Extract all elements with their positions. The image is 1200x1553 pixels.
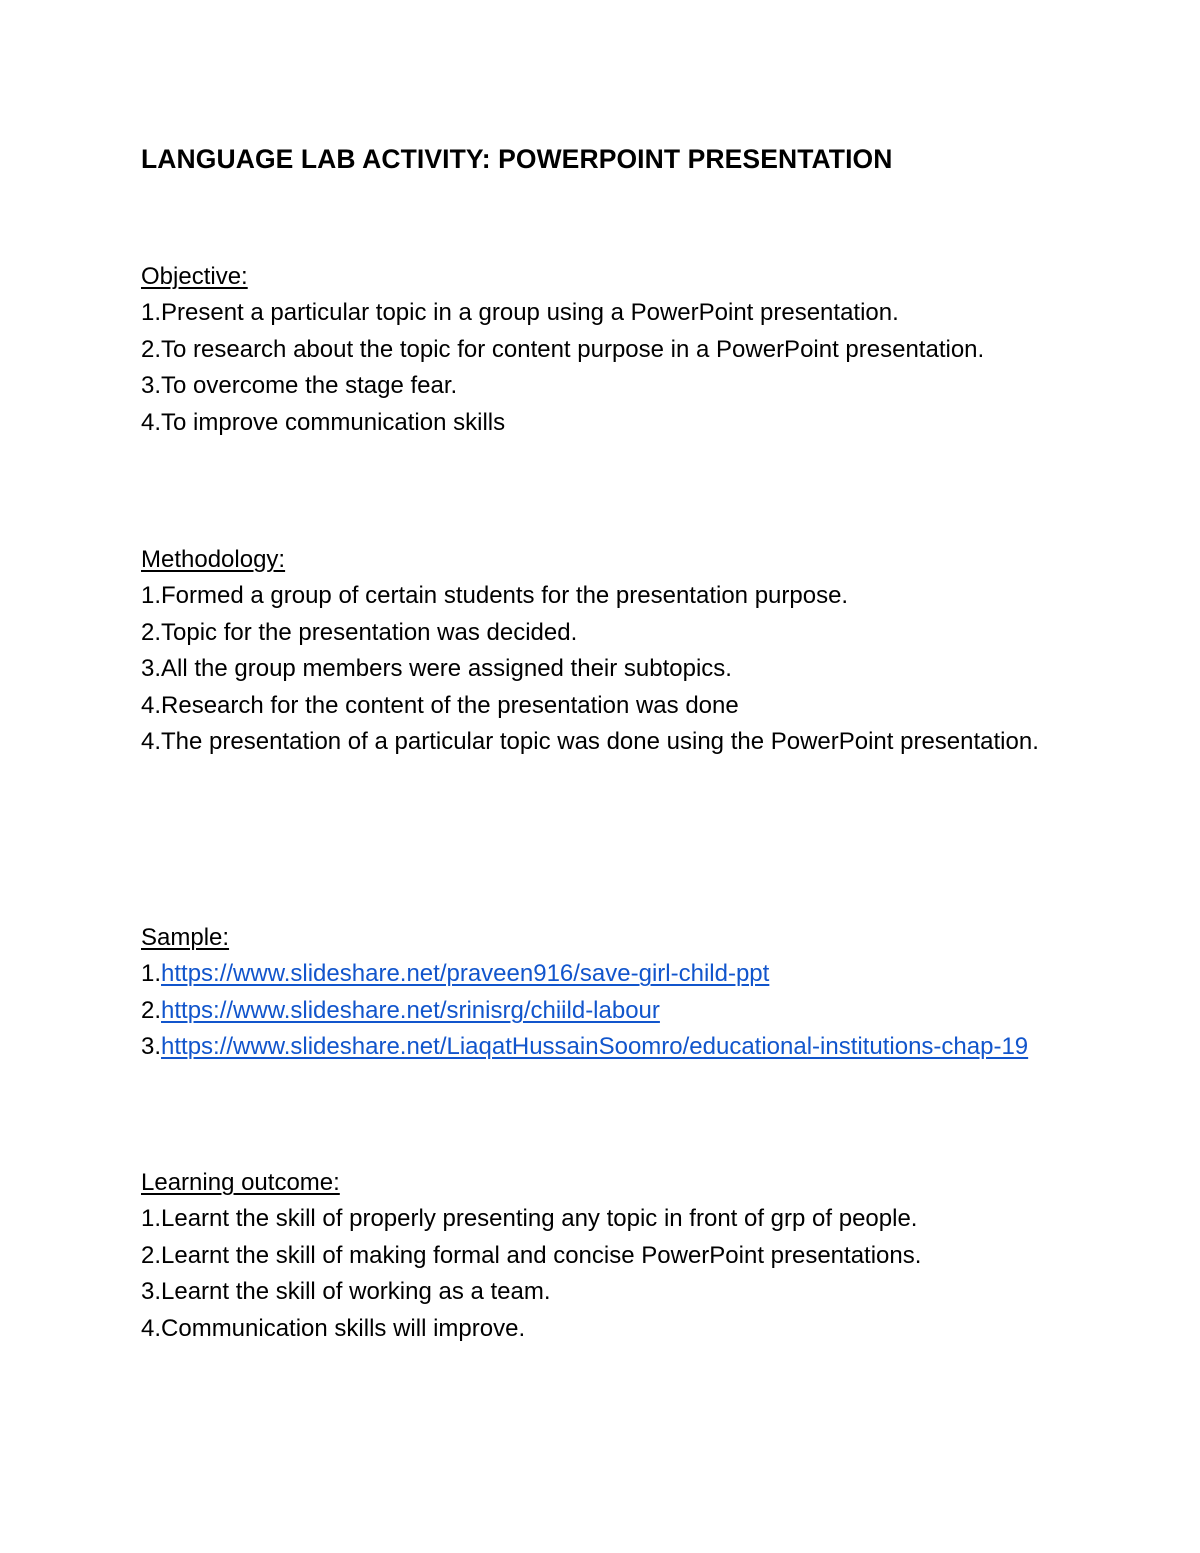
methodology-list <box>141 578 1081 760</box>
list-item: 1.Formed a group of certain students for the presentation purpose. <box>141 582 849 610</box>
sample-heading: Sample: <box>141 924 230 951</box>
learning-outcome-section <box>141 1165 1081 1347</box>
sample-item <box>141 1029 1081 1065</box>
sample-list <box>141 956 1081 1065</box>
sample-number: 1. <box>141 960 162 988</box>
learning-outcome-list <box>141 1201 1081 1347</box>
list-item: 3.All the group members were assigned their subtopics. <box>141 655 732 683</box>
document-title: LANGUAGE LAB ACTIVITY: POWERPOINT PRESENTATION <box>141 144 893 174</box>
list-item: 4.Research for the content of the presentation was done <box>141 691 739 719</box>
objective-list <box>141 295 1081 441</box>
sample-item <box>141 956 1081 992</box>
list-item: 3.To overcome the stage fear. <box>141 372 458 400</box>
sample-number: 3. <box>141 1033 162 1061</box>
list-item: 2.Topic for the presentation was decided. <box>141 618 578 646</box>
list-item: 4.To improve communication skills <box>141 408 506 436</box>
sample-number: 2. <box>141 996 162 1024</box>
learning-outcome-heading: Learning outcome: <box>141 1169 340 1196</box>
sample-link-3[interactable]: https://www.slideshare.net/LiaqatHussainSoomro/educational-institutions-chap-19 <box>161 1033 1029 1061</box>
sample-item <box>141 993 1081 1029</box>
objective-section <box>141 259 1081 441</box>
list-item: 4.The presentation of a particular topic was done using the PowerPoint presentation. <box>141 728 1039 756</box>
objective-heading: Objective: <box>141 263 248 290</box>
sample-link-1[interactable]: https://www.slideshare.net/praveen916/save-girl-child-ppt <box>161 960 770 988</box>
list-item: 2.To research about the topic for content purpose in a PowerPoint presentation. <box>141 335 985 363</box>
methodology-heading: Methodology: <box>141 546 286 573</box>
sample-section <box>141 920 1081 1066</box>
sample-link-2[interactable]: https://www.slideshare.net/srinisrg/chiild-labour <box>161 996 660 1024</box>
list-item: 2.Learnt the skill of making formal and concise PowerPoint presentations. <box>141 1241 922 1269</box>
list-item: 1.Learnt the skill of properly presenting any topic in front of grp of people. <box>141 1205 918 1233</box>
methodology-section <box>141 542 1081 760</box>
document-page <box>141 0 1081 1553</box>
list-item: 4.Communication skills will improve. <box>141 1314 526 1342</box>
list-item: 3.Learnt the skill of working as a team. <box>141 1278 551 1306</box>
list-item: 1.Present a particular topic in a group using a PowerPoint presentation. <box>141 299 899 327</box>
